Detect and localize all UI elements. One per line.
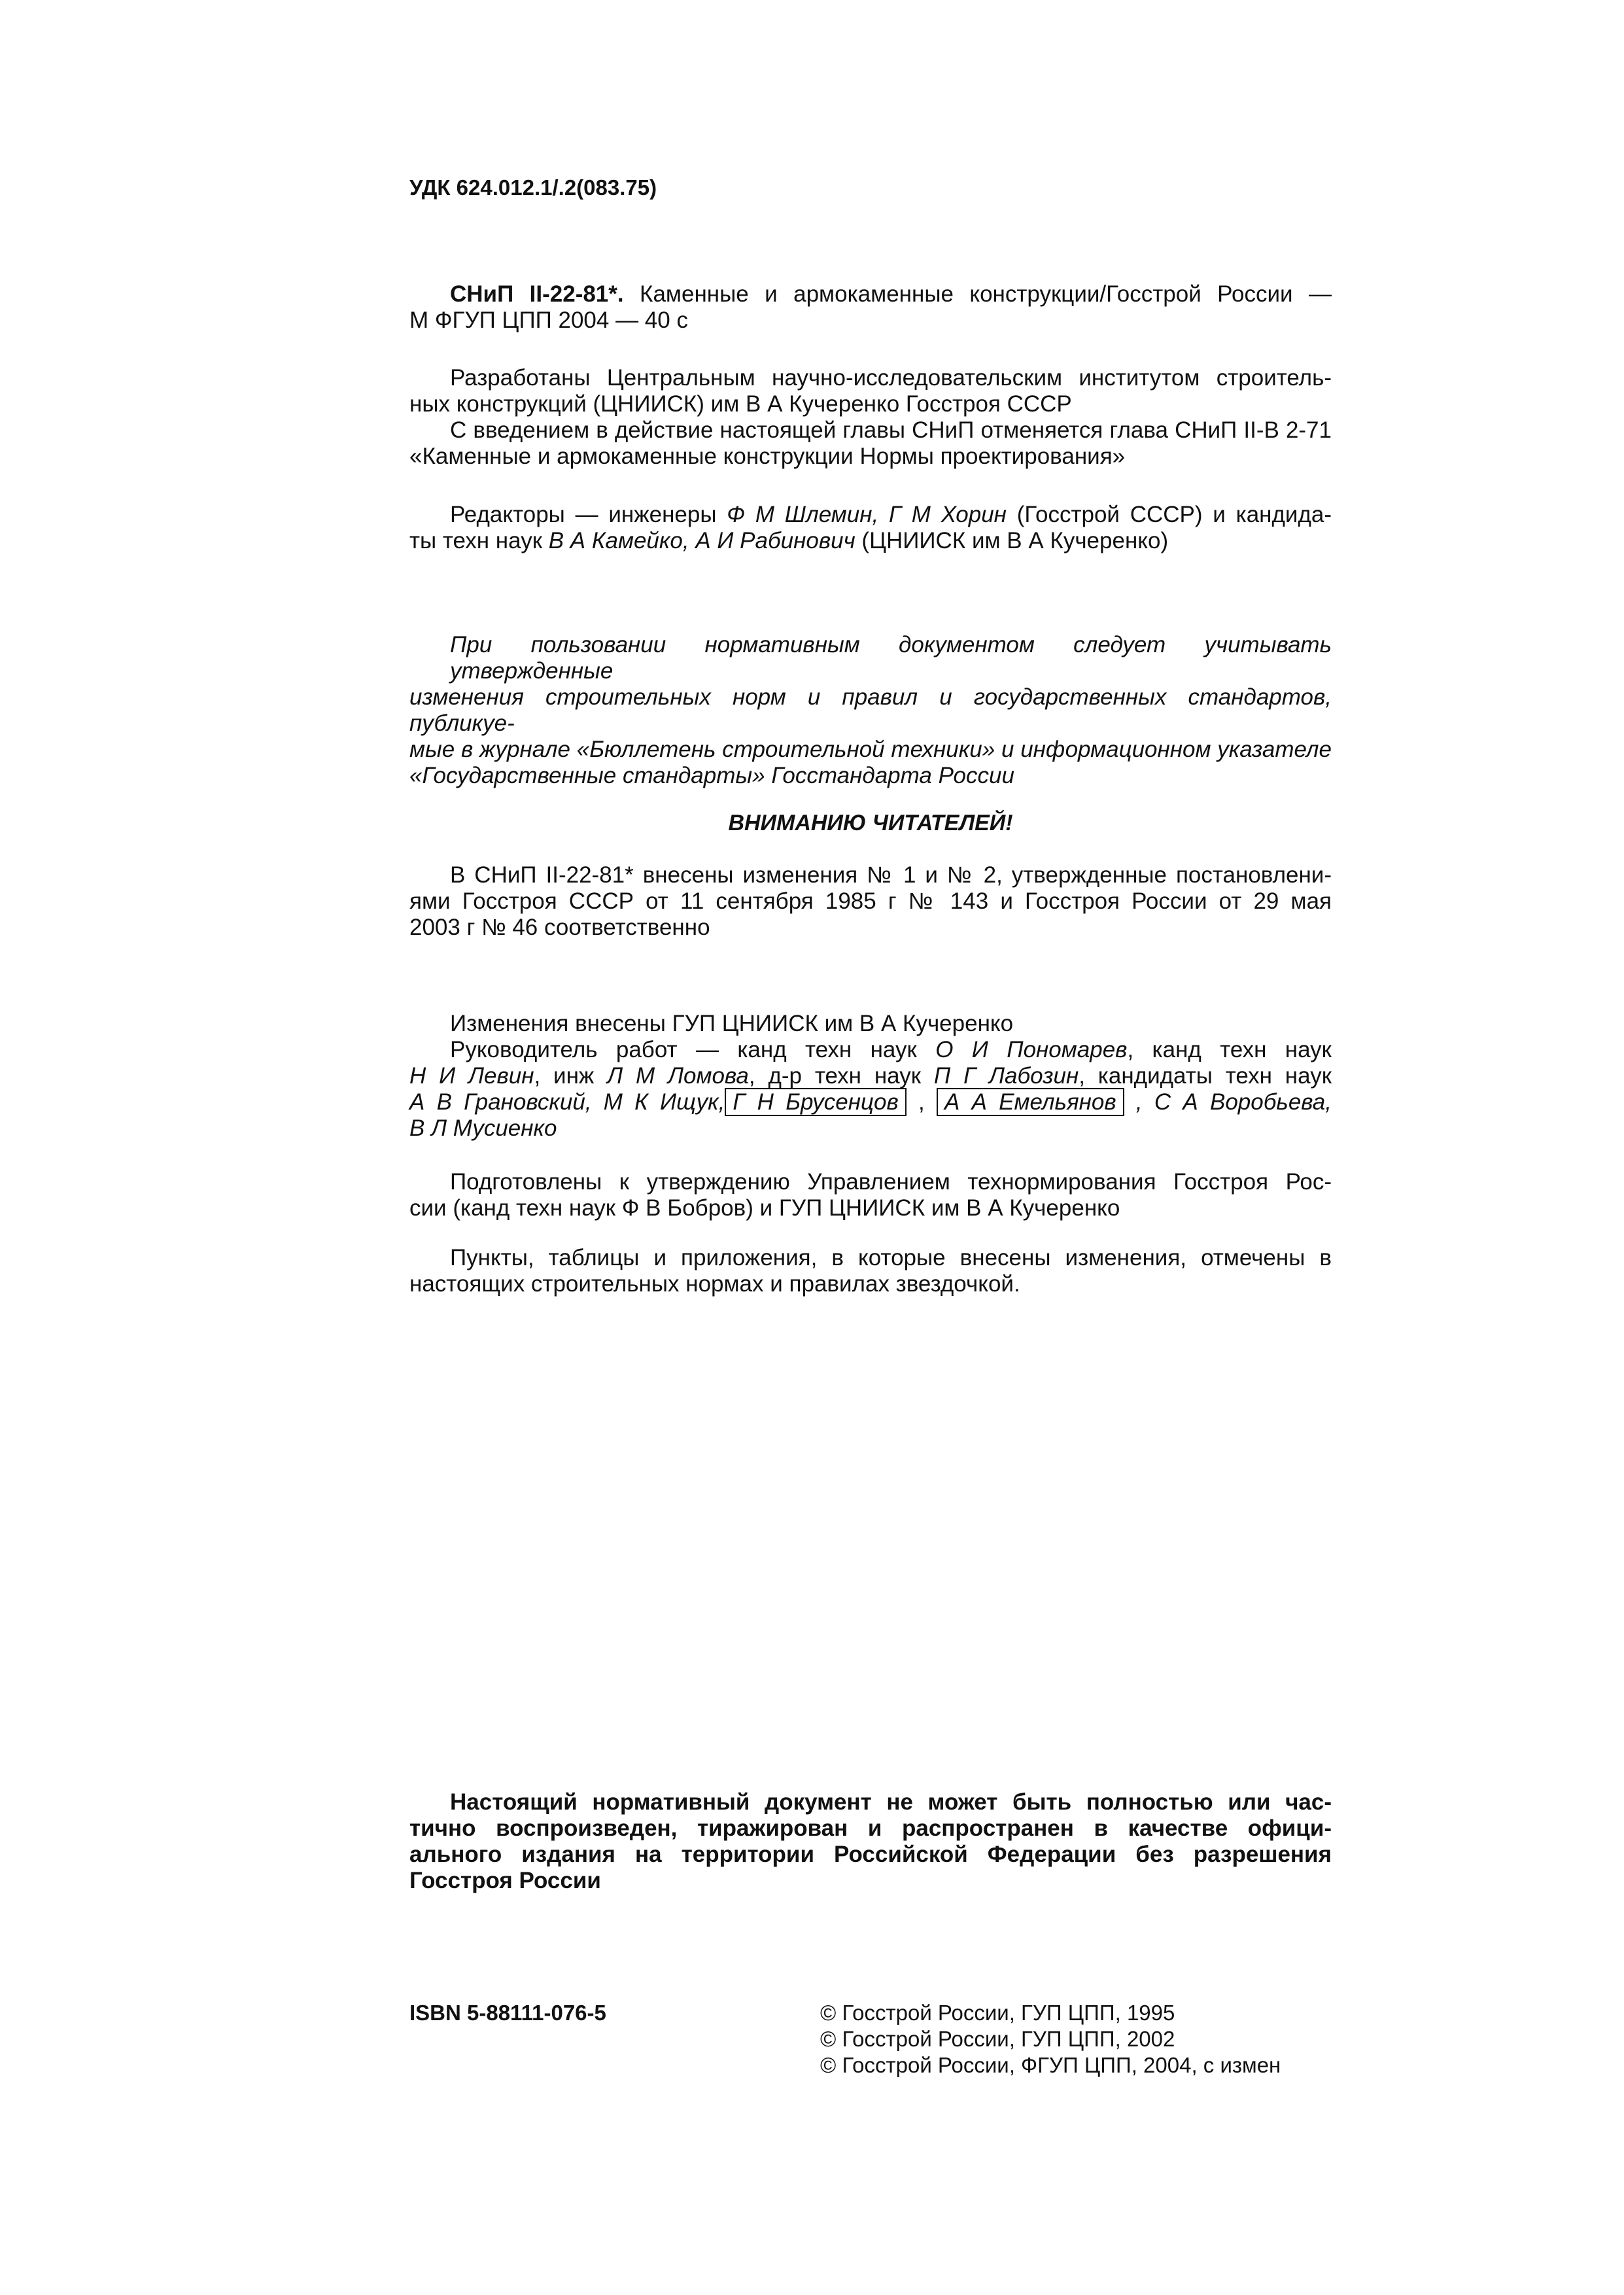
developer-line-3: С введением в действие настоящей главы СНиП отменяется глава СНиП II-В 2-71 (450, 417, 1332, 443)
udc-code (409, 175, 1332, 201)
copyright-line: © Госстрой России, ФГУП ЦПП, 2004, с измен (820, 2053, 1281, 2077)
changes-text: , (906, 1089, 937, 1115)
editors-line-1 (409, 502, 1332, 528)
snip-line-1 (409, 281, 1332, 307)
editors-text: (Госстрой СССР) и кандида- (1006, 502, 1332, 527)
editors-paragraph (409, 502, 1332, 554)
snip-line-2: М ФГУП ЦПП 2004 — 40 с (409, 307, 688, 333)
deceased-name-frame: Г Н Брусенцов (725, 1088, 906, 1116)
prepared-line-1: Подготовлены к утверждению Управлением технормирования Госстроя Рос- (450, 1169, 1332, 1195)
changes-text: , инж (534, 1063, 608, 1089)
copyright-block (820, 2000, 1343, 2078)
editors-names: Ф М Шлемин, Г М Хорин (727, 502, 1007, 527)
warning-line-3: ального издания на территории Российской Федерации без разрешения (409, 1842, 1332, 1867)
editors-text: Редакторы — инженеры (450, 502, 727, 527)
isbn-number: ISBN 5-88111-076-5 (409, 2001, 606, 2025)
changes-line-2 (409, 1037, 1332, 1063)
changes-line-1: Изменения внесены ГУП ЦНИИСК им В А Кучеренко (450, 1011, 1014, 1036)
editors-text: ты техн наук (409, 528, 549, 553)
changes-paragraph (409, 1011, 1332, 1142)
attention-heading: ВНИМАНИЮ ЧИТАТЕЛЕЙ! (728, 811, 1013, 835)
items-line-1: Пункты, таблицы и приложения, в которые внесены изменения, отмечены в (450, 1245, 1332, 1270)
editors-line-2 (409, 528, 1332, 554)
changes-text: , кандидаты техн наук (1079, 1063, 1332, 1089)
snip-code: СНиП II-22-81*. (450, 281, 624, 307)
attention-line-2: ями Госстроя СССР от 11 сентября 1985 г № 143 и Госстроя России от 29 мая (409, 888, 1332, 914)
attention-line-3: 2003 г № 46 соответственно (409, 915, 710, 940)
editors-names: В А Камейко, А И Рабинович (548, 528, 855, 553)
warning-line-2: тично воспроизведен, тиражирован и распространен в качестве офици- (409, 1815, 1332, 1841)
changes-text: , д-р техн наук (748, 1063, 934, 1089)
developer-paragraph (409, 365, 1332, 470)
items-paragraph (409, 1245, 1332, 1297)
warning-line-4: Госстроя России (409, 1868, 601, 1893)
prepared-line-2: сии (канд техн наук Ф В Бобров) и ГУП ЦНИИСК им В А Кучеренко (409, 1195, 1120, 1221)
copyright-line: © Госстрой России, ГУП ЦПП, 1995 (820, 2001, 1175, 2025)
deceased-name-frame: А А Емельянов (937, 1088, 1124, 1116)
usage-note (409, 632, 1332, 789)
copyright-line: © Госстрой России, ГУП ЦПП, 2002 (820, 2027, 1175, 2051)
attention-paragraph (409, 862, 1332, 941)
developer-line-1: Разработаны Центральным научно-исследовательским институтом строитель- (450, 365, 1332, 391)
changes-name: Н И Левин (409, 1063, 534, 1089)
developer-line-2: ных конструкций (ЦНИИСК) им В А Кучеренко Госстроя СССР (409, 391, 1072, 417)
items-line-2: настоящих строительных нормах и правилах звездочкой. (409, 1271, 1020, 1297)
changes-line-3 (409, 1063, 1332, 1089)
changes-text: , канд техн наук (1127, 1037, 1332, 1062)
udc-line: УДК 624.012.1/.2(083.75) (409, 175, 657, 200)
note-line-2: изменения строительных норм и правил и государственных стандартов, публикуе- (409, 684, 1332, 736)
changes-name: , С А Воробьева, (1124, 1089, 1332, 1115)
attention-line-1: В СНиП II-22-81* внесены изменения № 1 и № 2, утвержденные постановлени- (450, 862, 1332, 888)
changes-name: П Г Лабозин (933, 1063, 1079, 1089)
warning-line-1: Настоящий нормативный документ не может быть полностью или час- (450, 1789, 1332, 1815)
editors-text: (ЦНИИСК им В А Кучеренко) (855, 528, 1169, 553)
changes-name: Л М Ломова (607, 1063, 749, 1089)
changes-text: Руководитель работ — канд техн наук (450, 1037, 936, 1062)
changes-line-5: В Л Мусиенко (409, 1115, 557, 1141)
snip-title: Каменные и армокаменные конструкции/Госстрой России — (623, 281, 1332, 307)
reproduction-warning (409, 1789, 1332, 1894)
note-line-3: мые в журнале «Бюллетень строительной техники» и информационном указателе (409, 737, 1332, 762)
developer-line-4: «Каменные и армокаменные конструкции Нормы проектирования» (409, 444, 1126, 469)
note-line-4: «Государственные стандарты» Госстандарта России (409, 763, 1014, 788)
changes-name: О И Пономарев (935, 1037, 1128, 1062)
note-line-1: При пользовании нормативным документом следует учитывать утвержденные (450, 632, 1332, 684)
prepared-paragraph (409, 1169, 1332, 1221)
changes-line-4 (409, 1089, 1332, 1115)
changes-name: А В Грановский, М К Ищук, (409, 1089, 725, 1115)
snip-citation (409, 281, 1332, 334)
